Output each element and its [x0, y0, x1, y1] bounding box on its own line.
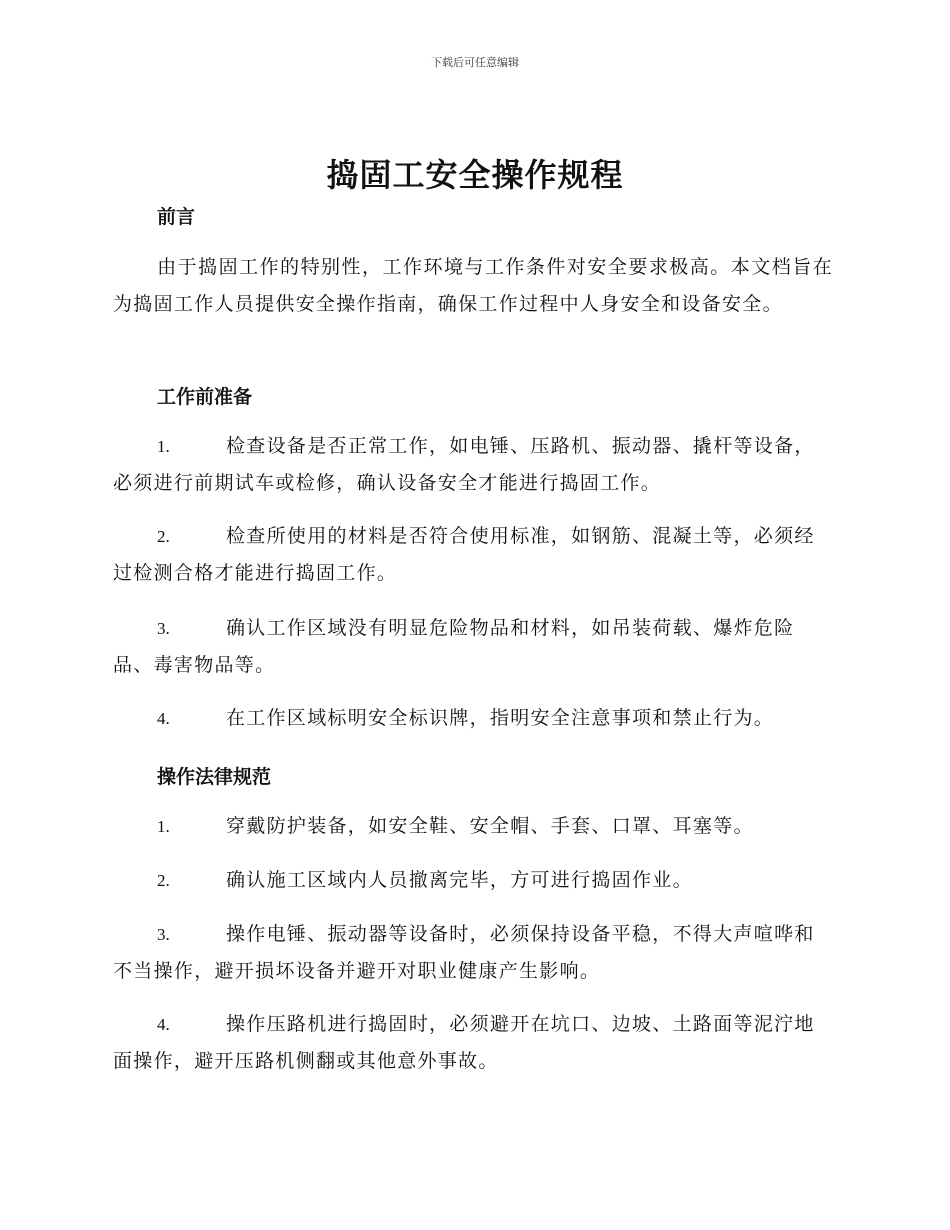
- list-item: [113, 610, 833, 684]
- list-item-text: 操作压路机进行捣固时，必须避开在坑口、边坡、土路面等泥泞地面操作，避开压路机侧翻或其他意外事故。: [113, 1013, 815, 1072]
- list-item-text: 在工作区域标明安全标识牌，指明安全注意事项和禁止行为。: [226, 707, 775, 729]
- list-item-number: 1.: [157, 817, 170, 836]
- list-item: [113, 700, 833, 737]
- list-item-number: 4.: [157, 709, 170, 728]
- document-title: 捣固工安全操作规程: [326, 156, 624, 194]
- list-item: [113, 862, 833, 899]
- list-item-number: 2.: [157, 527, 170, 546]
- section-heading-preface: 前言: [157, 206, 196, 228]
- list-item-text: 检查所使用的材料是否符合使用标准，如钢筋、混凝土等，必须经过检测合格才能进行捣固工作。: [113, 525, 815, 584]
- list-item-text: 操作电锤、振动器等设备时，必须保持设备平稳，不得大声喧哗和不当操作，避开损坏设备并避开对职业健康产生影响。: [113, 923, 815, 982]
- list-item-number: 3.: [157, 619, 170, 638]
- list-item-number: 1.: [157, 437, 170, 456]
- list-item-text: 检查设备是否正常工作，如电锤、压路机、振动器、撬杆等设备，必须进行前期试车或检修，确认设备安全才能进行捣固工作。: [113, 435, 815, 494]
- list-item-text: 确认施工区域内人员撤离完毕，方可进行捣固作业。: [226, 869, 693, 891]
- list-item-text: 确认工作区域没有明显危险物品和材料，如吊装荷载、爆炸危险品、毒害物品等。: [113, 617, 795, 676]
- preface-paragraph: [113, 249, 833, 323]
- preface-text: 由于捣固工作的特别性，工作环境与工作条件对安全要求极高。本文档旨在为捣固工作人员提供安全操作指南，确保工作过程中人身安全和设备安全。: [113, 256, 833, 315]
- list-item: [113, 808, 833, 845]
- list-item: [113, 916, 833, 990]
- list-item-number: 2.: [157, 871, 170, 890]
- list-item-number: 4.: [157, 1015, 170, 1034]
- list-item: [113, 1006, 833, 1080]
- section-heading-preparation: 工作前准备: [157, 386, 253, 408]
- list-item-text: 穿戴防护装备，如安全鞋、安全帽、手套、口罩、耳塞等。: [226, 815, 754, 837]
- list-item: [113, 428, 833, 502]
- list-item-number: 3.: [157, 925, 170, 944]
- page-header-note: 下载后可任意编辑: [431, 56, 519, 69]
- list-item: [113, 518, 833, 592]
- section-heading-regulations: 操作法律规范: [157, 766, 272, 788]
